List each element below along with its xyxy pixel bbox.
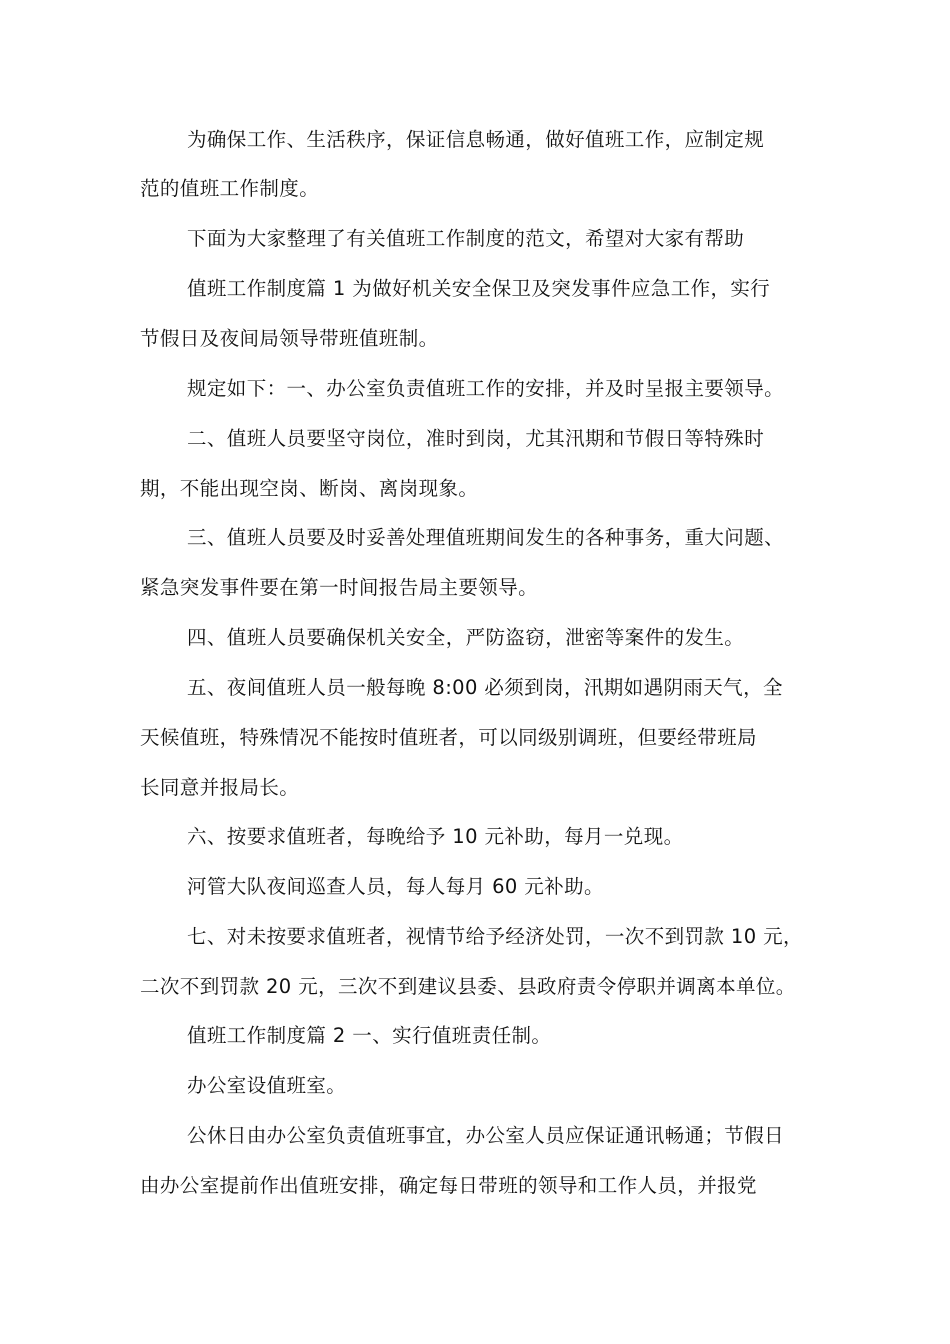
paragraph-line: 值班工作制度篇 1 为做好机关安全保卫及突发事件应急工作，实行 (187, 277, 771, 300)
paragraph-line: 规定如下：一、办公室负责值班工作的安排，并及时呈报主要领导。 (187, 377, 785, 400)
paragraph-line: 天候值班，特殊情况不能按时值班者，可以同级别调班，但要经带班局 (140, 726, 757, 749)
paragraph-line: 长同意并报局长。 (140, 776, 300, 799)
paragraph-line: 河管大队夜间巡查人员，每人每月 60 元补助。 (187, 875, 604, 898)
paragraph-line: 二、值班人员要坚守岗位，准时到岗，尤其汛期和节假日等特殊时 (187, 427, 765, 450)
paragraph-line: 二次不到罚款 20 元，三次不到建议县委、县政府责令停职并调离本单位。 (140, 975, 796, 998)
paragraph-line: 值班工作制度篇 2 一、实行值班责任制。 (187, 1024, 552, 1047)
paragraph-line: 节假日及夜间局领导带班值班制。 (140, 327, 439, 350)
paragraph-line: 期，不能出现空岗、断岗、离岗现象。 (140, 477, 479, 500)
paragraph-line: 公休日由办公室负责值班事宜，办公室人员应保证通讯畅通；节假日 (187, 1124, 785, 1147)
paragraph-line: 由办公室提前作出值班安排，确定每日带班的领导和工作人员，并报党 (140, 1174, 757, 1197)
paragraph-line: 五、夜间值班人员一般每晚 8:00 必须到岗，汛期如遇阴雨天气，全 (187, 676, 783, 699)
paragraph-line: 七、对未按要求值班者，视情节给予经济处罚，一次不到罚款 10 元， (187, 925, 803, 948)
paragraph-line: 三、值班人员要及时妥善处理值班期间发生的各种事务，重大问题、 (187, 526, 785, 549)
paragraph-line: 紧急突发事件要在第一时间报告局主要领导。 (140, 576, 539, 599)
paragraph-line: 范的值班工作制度。 (140, 177, 320, 200)
paragraph-line: 四、值班人员要确保机关安全，严防盗窃，泄密等案件的发生。 (187, 626, 745, 649)
paragraph-line: 办公室设值班室。 (187, 1074, 347, 1097)
paragraph-line: 为确保工作、生活秩序，保证信息畅通，做好值班工作，应制定规 (187, 128, 765, 151)
paragraph-line: 下面为大家整理了有关值班工作制度的范文，希望对大家有帮助 (187, 227, 745, 250)
paragraph-line: 六、按要求值班者，每晚给予 10 元补助，每月一兑现。 (187, 825, 684, 848)
